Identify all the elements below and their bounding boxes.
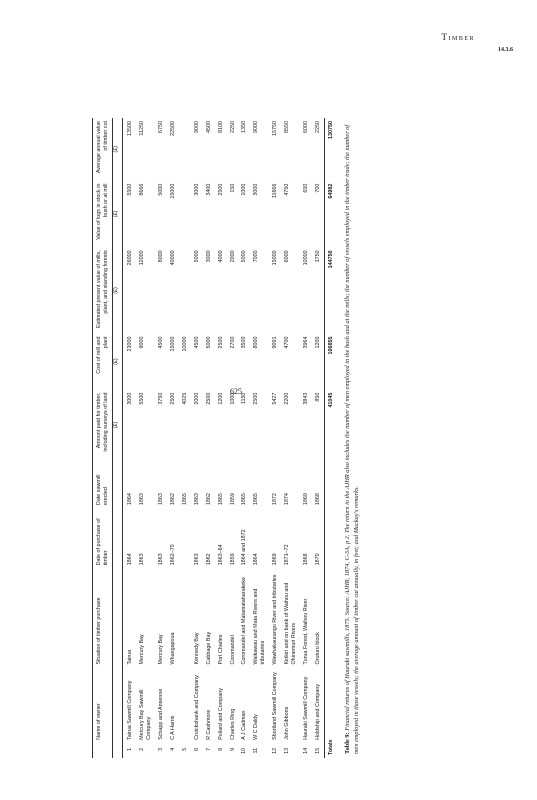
col-header-purchase-date: Date of purchase of timber xyxy=(93,508,113,568)
table-cell: 2700 xyxy=(229,336,236,349)
table-cell: 1863 xyxy=(139,553,146,566)
table-cell: 1871–72 xyxy=(284,544,290,566)
table-row xyxy=(312,118,324,758)
col-header-present-value: Estimated present value of mills, plant, and standing forests xyxy=(93,247,113,333)
row-index-cell: 14 xyxy=(302,747,309,754)
table-cell: Holdship and Company xyxy=(314,683,321,740)
table-cell: 1200 xyxy=(217,392,224,405)
table-cell: 1868 xyxy=(302,553,309,566)
table-cell: Mercury Bay Sawmill Company xyxy=(139,689,152,740)
table-cell: 9000 xyxy=(253,121,260,133)
table-cell xyxy=(179,247,191,333)
unit-cell: (£) xyxy=(112,181,123,248)
unit-cell: (£) xyxy=(112,118,123,181)
table-row xyxy=(281,118,300,758)
table-cell: 1350 xyxy=(241,121,248,133)
table-cell: 1864 xyxy=(127,493,134,506)
table-cell: 3843 xyxy=(302,392,309,405)
table-cell: 1865 xyxy=(253,493,260,506)
row-index-cell: 11 xyxy=(253,747,260,754)
col-header-owner: Name of owner xyxy=(93,668,113,743)
table-row xyxy=(239,118,251,758)
table-cell: 3400 xyxy=(205,183,212,196)
table-cell: 26000 xyxy=(127,250,134,266)
table-cell: 1868 xyxy=(314,493,321,506)
table-cell: 9000 xyxy=(139,336,146,349)
table-cell: 1862 xyxy=(169,493,176,506)
table-cell: 1862 xyxy=(205,553,212,566)
table-cell: Kennedy Bay xyxy=(193,632,200,665)
totals-amount-paid: 41045 xyxy=(324,390,337,461)
table-cell: 1862 xyxy=(205,493,212,506)
table-cell: 4500 xyxy=(193,336,200,349)
table-cell: 7000 xyxy=(253,250,260,263)
totals-cell xyxy=(324,461,337,508)
table-cell: 10000 xyxy=(181,336,188,352)
row-index-cell: 8 xyxy=(217,747,224,751)
caption-text: Financial returns of Hauraki sawmills, 1875. Source: AJHR, 1874, C-3A, p 2. The return in the AJHR also includes the number of men employed in the bush and at the mills; the number of vessels employed in the timber trade; the number of men employed in those vessels; the average amount of timber cut annually, in feet; and Mackay's remarks. xyxy=(344,124,361,754)
table-cell: 1750 xyxy=(314,250,321,263)
table-cell: 1863 xyxy=(193,553,200,566)
table-cell: Turua Forest, Waihou River xyxy=(302,598,309,665)
table-cell: 1865 xyxy=(181,493,188,506)
table-cell: C A Harris xyxy=(169,715,176,740)
table-cell: Hauraki Sawmill Company xyxy=(302,676,309,740)
row-index-cell: 1 xyxy=(127,747,134,751)
table-cell: 8550 xyxy=(284,121,290,133)
unit-cell xyxy=(112,668,123,743)
table-cell: 23000 xyxy=(127,336,134,352)
totals-cell xyxy=(324,568,337,667)
table-cell: 1863–64 xyxy=(217,544,224,566)
table-cell: 8000 xyxy=(157,250,164,263)
table-cell: 6750 xyxy=(157,121,164,133)
table-cell: 3000 xyxy=(205,250,212,263)
table-cell: Tairua Sawmill Company xyxy=(127,680,134,740)
table-cell: Whangapoua xyxy=(169,632,176,665)
row-index-cell: 7 xyxy=(205,747,212,751)
table-cell: 1863 xyxy=(157,553,164,566)
table-cell: 1865 xyxy=(217,493,224,506)
table-totals-row xyxy=(324,118,337,758)
table-cell: R Cashmore xyxy=(205,709,212,740)
table-cell: Cabbage Bay xyxy=(205,631,212,665)
table-cell: 1864 xyxy=(127,553,134,566)
table-cell: 11250 xyxy=(139,121,146,136)
table-cell: 1859 xyxy=(229,493,236,506)
table-cell: 5000 xyxy=(205,336,212,349)
table-row xyxy=(251,118,270,758)
table-cell: 5000 xyxy=(193,250,200,263)
row-index-cell: 5 xyxy=(181,747,188,751)
table-row xyxy=(227,118,239,758)
table-cell: 1000 xyxy=(229,392,236,405)
table-row xyxy=(300,118,312,758)
table-cell: 4000 xyxy=(217,250,224,263)
table-cell: 1874 xyxy=(284,493,290,506)
col-header-situation: Situation of timber purchase xyxy=(93,568,113,667)
section-number: 14.3.6 xyxy=(498,47,513,53)
table-cell: 6000 xyxy=(284,250,290,263)
unit-cell: (£) xyxy=(112,247,123,333)
table-cell: 15000 xyxy=(272,250,279,266)
table-cell: 15000 xyxy=(169,336,176,352)
col-header-logs-value: Value of logs in stock in bush or at mill xyxy=(93,181,113,248)
table-cell: 5500 xyxy=(127,183,134,196)
table-cell: 4700 xyxy=(284,336,290,349)
table-cell: Port Charles xyxy=(217,634,224,665)
table-cell xyxy=(179,668,191,743)
table-cell: 1864 xyxy=(253,553,260,566)
table-row xyxy=(123,118,137,758)
table-cell: 2500 xyxy=(253,392,260,405)
table-cell: 5000 xyxy=(241,250,248,263)
table-cell: 1859 xyxy=(229,553,236,566)
table-units-row xyxy=(112,118,123,758)
unit-cell: (£) xyxy=(112,390,123,461)
table-cell: Wawhakaurangu River and tributaries xyxy=(272,574,279,665)
totals-cell xyxy=(324,508,337,568)
totals-label: Totals xyxy=(324,668,337,758)
table-cell: 850 xyxy=(314,392,321,402)
row-index-cell: 2 xyxy=(139,747,146,751)
table-cell: A J Cadman xyxy=(241,710,248,740)
table-cell: 11666 xyxy=(272,183,279,199)
table-cell: 10000 xyxy=(302,250,309,266)
table-cell: 2000 xyxy=(229,250,236,263)
table-row xyxy=(137,118,156,758)
table-cell: 12000 xyxy=(139,250,146,266)
table-cell: 2000 xyxy=(193,392,200,405)
table-cell xyxy=(179,568,191,667)
table-cell: 3964 xyxy=(302,336,309,349)
row-index-cell: 3 xyxy=(157,747,164,751)
table-body xyxy=(123,118,325,758)
table-cell: Oruturu block xyxy=(314,632,321,665)
running-head: Timber xyxy=(441,32,475,42)
col-header-index xyxy=(93,743,113,758)
table-cell: 2200 xyxy=(284,392,290,405)
totals-mill-cost: 106855 xyxy=(324,334,337,390)
table-cell: 4500 xyxy=(205,121,212,133)
table-cell: Kirikiri and on bank of Waihou and Ohinemuri Rivers xyxy=(284,582,297,665)
col-header-amount-paid: Amount paid for timber, including surveys of land xyxy=(93,390,113,461)
unit-cell xyxy=(112,568,123,667)
table-cell: 15000 xyxy=(169,183,176,199)
table-cell xyxy=(179,118,191,181)
table-cell: 1863 xyxy=(157,493,164,506)
table-cell: 5500 xyxy=(139,392,146,405)
col-header-annual-value: Average annual value of timber cut xyxy=(93,118,113,181)
table-cell: Coromandel and Matamataharakeke xyxy=(241,577,248,665)
table-cell: 8000 xyxy=(253,336,260,349)
unit-cell: (£) xyxy=(112,334,123,390)
col-header-mill-date: Date sawmill erected xyxy=(93,461,113,508)
table-cell: Shortland Sawmill Company xyxy=(272,672,279,740)
table-cell: 650 xyxy=(302,183,309,193)
table-cell: 3000 xyxy=(127,392,134,405)
table-cell: 3750 xyxy=(157,392,164,405)
totals-logs-value: 64982 xyxy=(324,181,337,248)
unit-cell xyxy=(112,743,123,758)
table-cell: 5000 xyxy=(157,183,164,196)
table-cell: 1864 and 1872 xyxy=(241,529,248,566)
table-cell xyxy=(179,181,191,248)
table-cell: 3500 xyxy=(241,336,248,349)
table-cell: 2500 xyxy=(205,392,212,405)
table-cell: 1863 xyxy=(193,493,200,506)
row-index-cell: 9 xyxy=(229,747,236,751)
table-cell: Mercury Bay xyxy=(139,634,146,665)
table-cell: Cruickshank and Company xyxy=(193,675,200,740)
page-number: 625 xyxy=(230,387,242,396)
sawmill-returns-table xyxy=(92,118,337,758)
unit-cell xyxy=(112,508,123,568)
table-cell: 1869 xyxy=(302,493,309,506)
table-cell: 5427 xyxy=(272,392,279,405)
row-index-cell: 15 xyxy=(314,747,321,754)
table-caption xyxy=(343,120,361,758)
table-cell: Charles Ring xyxy=(229,708,236,740)
table-cell: 1870 xyxy=(314,553,321,566)
row-index-cell: 10 xyxy=(241,747,248,754)
table-cell: John Gibbons xyxy=(284,706,290,740)
table-cell: Tairua xyxy=(127,649,134,665)
table-cell: 13500 xyxy=(127,121,134,136)
table-header-row xyxy=(93,118,113,758)
row-index-cell: 13 xyxy=(284,747,290,754)
caption-label: Table 9: xyxy=(344,732,352,754)
table-cell: 4500 xyxy=(157,336,164,349)
table-row xyxy=(155,118,167,758)
table-cell: 1869 xyxy=(272,553,279,566)
table-cell: 9091 xyxy=(272,336,279,349)
table-cell xyxy=(179,508,191,568)
rotated-table-block xyxy=(92,118,437,758)
table-cell: 150 xyxy=(229,183,236,193)
table-cell: 1872 xyxy=(272,493,279,506)
table-row xyxy=(269,118,281,758)
table-cell: Schapp and Ansenne xyxy=(157,688,164,740)
table-cell: 3000 xyxy=(193,183,200,196)
table-row xyxy=(179,118,191,758)
table-cell: 22500 xyxy=(169,121,176,136)
table-row xyxy=(203,118,215,758)
table-cell: 1000 xyxy=(241,183,248,196)
table-cell: 8666 xyxy=(139,183,146,196)
table-cell: 1200 xyxy=(314,336,321,349)
table-cell: 6000 xyxy=(302,121,309,133)
table-cell: 2500 xyxy=(169,392,176,405)
table-cell: 4025 xyxy=(181,392,188,405)
table-cell: 1862–70 xyxy=(169,544,176,566)
table-cell: 2250 xyxy=(314,121,321,133)
totals-annual-value: 130750 xyxy=(324,118,337,181)
table-cell: 700 xyxy=(314,183,321,193)
table-cell: 4750 xyxy=(284,183,290,196)
col-header-mill-cost: Cost of mill and plant xyxy=(93,334,113,390)
totals-present-value: 144750 xyxy=(324,247,337,333)
row-index-cell: 4 xyxy=(169,747,176,751)
table-cell: 2250 xyxy=(229,121,236,133)
row-index-cell: 6 xyxy=(193,747,200,751)
table-cell: 2500 xyxy=(217,336,224,349)
table-row xyxy=(215,118,227,758)
table-cell: 2500 xyxy=(217,183,224,196)
table-cell: 9000 xyxy=(193,121,200,133)
row-index-cell: 12 xyxy=(272,747,279,754)
table-cell: W C Daldy xyxy=(253,714,260,740)
table-row xyxy=(167,118,179,758)
table-cell: Coromandel xyxy=(229,635,236,665)
table-cell: 1863 xyxy=(139,493,146,506)
table-cell: Pollard and Company xyxy=(217,688,224,740)
table-cell: 1865 xyxy=(241,493,248,506)
table-cell: 1150 xyxy=(241,392,248,405)
table-cell: Waikawau and Mata Rivers and tributaries xyxy=(253,588,267,665)
table-cell: 40000 xyxy=(169,250,176,266)
table-cell: Mercury Bay xyxy=(157,634,164,665)
table-row xyxy=(191,118,203,758)
unit-cell xyxy=(112,461,123,508)
table-cell: 3000 xyxy=(253,183,260,196)
table-cell: 15750 xyxy=(272,121,279,136)
table-cell: 8100 xyxy=(217,121,224,133)
